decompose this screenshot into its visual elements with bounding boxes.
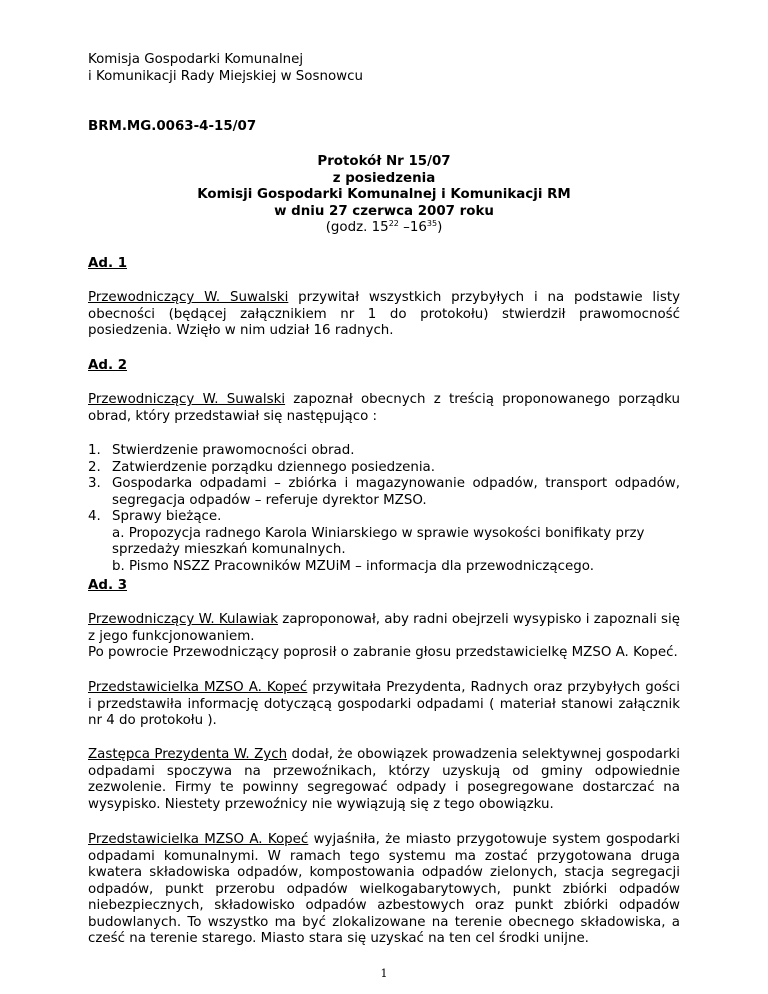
list-item	[88, 460, 680, 477]
speaker-name: Przedstawicielka MZSO A. Kopeć	[88, 832, 309, 847]
speaker-name: Przewodniczący W. Suwalski	[88, 290, 289, 305]
ad3-paragraph-1-line-2: Po powrocie Przewodniczący poprosił o zabranie głosu przedstawicielkę MZSO A. Kopeć.	[88, 645, 678, 660]
time-mid: –16	[398, 220, 427, 235]
list-item	[88, 509, 680, 526]
speaker-name: Przewodniczący W. Kulawiak	[88, 612, 279, 627]
ad3-paragraph-1	[88, 612, 680, 645]
item-number: 3.	[88, 476, 101, 491]
time-end-minutes: 35	[426, 219, 438, 228]
document-title	[88, 154, 680, 220]
agenda-list	[88, 443, 680, 575]
title-line-4: w dniu 27 czerwca 2007 roku	[274, 203, 494, 219]
item-text: Stwierdzenie prawomocności obrad.	[112, 443, 355, 458]
section-heading-ad1: Ad. 1	[88, 256, 128, 271]
organization-header	[88, 52, 680, 85]
time-prefix: (godz. 15	[325, 220, 389, 235]
title-line-3: Komisji Gospodarki Komunalnej i Komunikacji RM	[197, 187, 571, 202]
speaker-name: Przewodniczący W. Suwalski	[88, 392, 286, 407]
ad3-paragraph-4	[88, 832, 680, 948]
title-line-2: z posiedzenia	[332, 170, 436, 186]
ad2-paragraph	[88, 392, 680, 425]
speaker-name: Zastępca Prezydenta W. Zych	[88, 747, 288, 762]
item-text: Zatwierdzenie porządku dziennego posiedzenia.	[112, 459, 436, 475]
item-text: Sprawy bieżące.	[112, 509, 222, 524]
item-number: 4.	[88, 509, 101, 524]
org-line-1: Komisja Gospodarki Komunalnej	[88, 52, 304, 67]
section-heading-ad3: Ad. 3	[88, 578, 128, 593]
time-suffix: )	[437, 220, 443, 235]
list-item	[88, 443, 680, 460]
item-text: Gospodarka odpadami – zbiórka i magazynowanie odpadów, transport odpadów, segregacja odpadów – referuje dyrektor MZSO.	[112, 476, 680, 508]
ad1-paragraph	[88, 290, 680, 340]
time-start-minutes: 22	[388, 219, 399, 228]
item-number: 1.	[88, 443, 101, 458]
org-line-2: i Komunikacji Rady Miejskiej w Sosnowcu	[88, 68, 363, 84]
page-number: 1	[380, 967, 388, 980]
sub-list-item: b. Pismo NSZZ Pracowników MZUiM – informacja dla przewodniczącego.	[112, 558, 594, 574]
session-time	[88, 220, 680, 237]
paragraph-text: dodał, że obowiązek prowadzenia selektywnej gospodarki odpadami spoczywa na przewoźnikach, którzy uzyskują od gminy odpowiednie zezwolenie. Firmy te powinny segregować odpady i posegregowane dostarczać na wysypisko. Niestety przewoźnicy nie wywiązują się z tego obowiązku.	[88, 747, 680, 812]
paragraph-text: przywitał wszystkich przybyłych i na podstawie listy obecności (będącej załącznikiem nr 1 do protokołu) stwierdził prawomocność posiedzenia. Wzięło w nim udział 16 radnych.	[88, 290, 681, 338]
speaker-name: Przedstawicielka MZSO A. Kopeć	[88, 680, 308, 695]
paragraph-text: zapoznał obecnych z treścią proponowanego porządku obrad, który przedstawiał się następująco :	[88, 392, 680, 424]
reference-number: BRM.MG.0063-4-15/07	[88, 119, 257, 134]
paragraph-text: zaproponował, aby radni obejrzeli wysypisko i zapoznali się z jego funkcjonowaniem.	[88, 612, 680, 644]
list-item	[88, 476, 680, 509]
ad3-paragraph-3	[88, 747, 680, 813]
item-number: 2.	[88, 459, 101, 475]
sub-list-item: a. Propozycja radnego Karola Winiarskiego w sprawie wysokości bonifikaty przy sprzedaży mieszkań komunalnych.	[112, 525, 645, 557]
title-line-1: Protokół Nr 15/07	[317, 154, 451, 169]
paragraph-text: przywitała Prezydenta, Radnych oraz przybyłych gości i przedstawiła informację dotyczącą gospodarki odpadami ( materiał stanowi załącznik nr 4 do protokołu ).	[88, 680, 680, 728]
ad3-paragraph-2	[88, 680, 680, 730]
section-heading-ad2: Ad. 2	[88, 358, 128, 373]
paragraph-text: wyjaśniła, że miasto przygotowuje system gospodarki odpadami komunalnymi. W ramach tego systemu ma zostać przygotowana druga kwatera składowiska odpadów, kompostowania odpadów zielonych, stacja segregacji odpadów, punkt przerobu odpadów wielkogabarytowych, punkt zbiórki odpadów niebezpiecznych, składowisko odpadów azbestowych oraz punkt zbiórki odpadów budowlanych. To wszystko ma być zlokalizowane na terenie obecnego składowiska, a cześć na terenie starego. Miasto stara się uzyskać na ten cel środki unijne.	[88, 832, 681, 946]
